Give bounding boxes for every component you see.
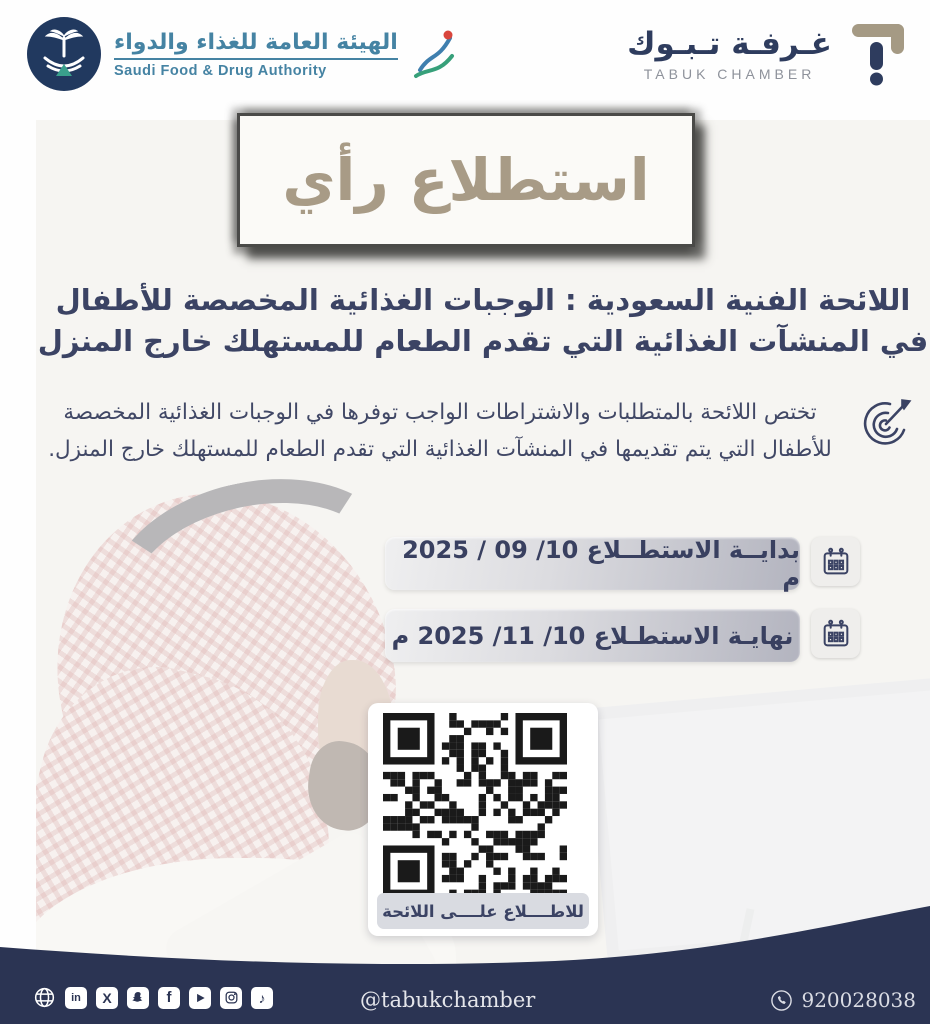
tabuk-name-arabic: غـرفـة تـبـوك — [627, 26, 832, 62]
heading-line-1: اللائحة الفنية السعودية : الوجبات الغذائية المخصصة للأطفال — [55, 283, 911, 317]
tabuk-chamber-logo — [627, 20, 908, 90]
social-handle: @tabukchamber — [360, 988, 536, 1012]
calendar-end-tile — [811, 609, 860, 658]
calendar-icon — [820, 546, 852, 578]
calendar-icon — [820, 618, 852, 650]
description-line-1: تختص اللائحة بالمتطلبات والاشتراطات الواجب توفرها في الوجبات الغذائية المخصصة — [63, 400, 817, 425]
social-icons-row — [33, 986, 273, 1009]
sfda-name-arabic: الهيئة العامة للغذاء والدواء — [114, 30, 398, 60]
youtube-icon[interactable] — [189, 987, 211, 1009]
tabuk-chamber-mark-icon — [842, 20, 908, 90]
sfda-runner-icon — [412, 26, 458, 82]
instagram-icon[interactable] — [220, 987, 242, 1009]
snapchat-icon[interactable] — [127, 987, 149, 1009]
description-line-2: للأطفال التي يتم تقديمها في المنشآت الغذائية التي تقدم الطعام للمستهلك خارج المنزل. — [48, 436, 832, 462]
survey-title-banner — [237, 113, 695, 247]
tabuk-name-english: TABUK CHAMBER — [643, 66, 816, 82]
sfda-logo — [26, 16, 458, 92]
contact-phone — [770, 988, 916, 1012]
survey-end-date: نهايـة الاستطـلاع 10/ 11/ 2025 م — [385, 609, 800, 662]
target-dart-icon — [857, 392, 917, 456]
tiktok-icon[interactable]: ♪ — [251, 987, 273, 1009]
survey-start-date: بدايــة الاستطــلاع 10/ 09 / 2025 م — [385, 537, 800, 590]
phone-icon — [770, 989, 793, 1012]
survey-title: استطلاع رأي — [282, 146, 650, 214]
regulation-heading — [36, 280, 930, 362]
qr-caption: للاطــــلاع علــــى اللائحة — [377, 893, 589, 929]
sfda-name-english: Saudi Food & Drug Authority — [114, 62, 327, 79]
sfda-emblem-icon — [26, 16, 102, 92]
calendar-start-tile — [811, 537, 860, 586]
phone-number: 920028038 — [801, 988, 916, 1012]
linkedin-icon[interactable]: in — [65, 987, 87, 1009]
website-icon[interactable] — [33, 986, 56, 1009]
regulation-description — [40, 395, 840, 468]
qr-code[interactable] — [383, 713, 583, 897]
facebook-icon[interactable]: f — [158, 987, 180, 1009]
x-icon[interactable]: X — [96, 987, 118, 1009]
heading-line-2: في المنشآت الغذائية التي تقدم الطعام للمستهلك خارج المنزل — [37, 324, 929, 359]
